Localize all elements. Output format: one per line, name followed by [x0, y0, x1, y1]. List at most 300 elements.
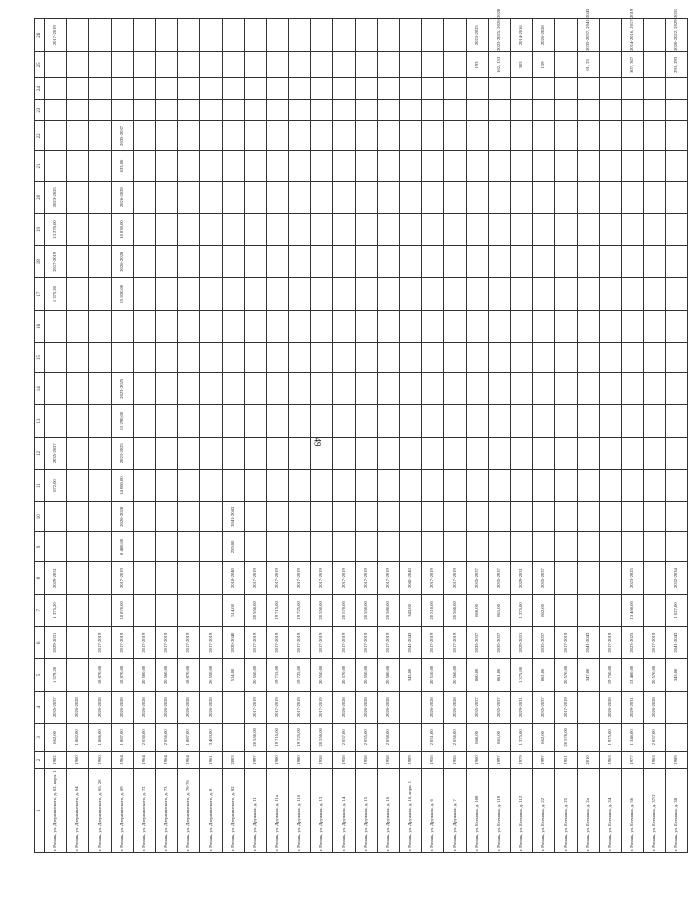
table-cell	[178, 342, 200, 372]
table-cell	[200, 99, 222, 121]
table-cell	[400, 19, 422, 52]
table-cell: 1977	[621, 751, 643, 768]
column-number-cell: 10	[35, 502, 45, 532]
table-cell	[400, 310, 422, 342]
table-cell: 2 058,00	[377, 723, 399, 751]
table-cell	[621, 99, 643, 121]
table-cell	[333, 310, 355, 342]
table-cell: 2 056,00	[155, 723, 177, 751]
table-cell	[644, 437, 666, 469]
table-cell	[244, 532, 266, 562]
table-cell: 861,00	[488, 659, 510, 691]
table-cell: 2026-2028	[89, 691, 111, 723]
table-cell	[178, 310, 200, 342]
table-cell	[111, 52, 133, 78]
table-cell	[355, 532, 377, 562]
table-cell	[289, 78, 311, 100]
table-cell	[311, 342, 333, 372]
table-cell	[355, 213, 377, 245]
table-cell	[377, 278, 399, 310]
table-cell	[67, 78, 89, 100]
table-cell	[599, 19, 621, 52]
table-row	[45, 19, 67, 853]
table-cell	[355, 310, 377, 342]
table-cell: 13 270,00	[45, 213, 67, 245]
address-cell: г. Рязань, ул. Дзержинского, д. 65, 2б	[89, 769, 111, 853]
table-cell	[466, 121, 488, 151]
table-cell	[621, 246, 643, 278]
table-cell: 2026-2028	[377, 691, 399, 723]
table-cell: 2017-2019	[89, 627, 111, 659]
table-cell: 2017-2019	[289, 627, 311, 659]
table-cell	[422, 121, 444, 151]
table-cell	[289, 121, 311, 151]
table-cell	[155, 594, 177, 626]
table-cell	[111, 99, 133, 121]
table-cell	[178, 594, 200, 626]
table-cell	[133, 19, 155, 52]
table-cell: 1960	[89, 751, 111, 768]
table-row	[644, 19, 666, 853]
address-cell: г. Рязань, ул. Дзержинского, д. 73	[155, 769, 177, 853]
table-cell	[644, 246, 666, 278]
table-cell	[510, 437, 532, 469]
table-cell	[488, 181, 510, 213]
table-cell	[244, 19, 266, 52]
table-cell: 159	[533, 52, 555, 78]
table-cell	[67, 99, 89, 121]
table-cell: 1958	[311, 751, 333, 768]
table-cell	[67, 310, 89, 342]
table-cell	[555, 502, 577, 532]
table-cell: 2023-2025	[621, 627, 643, 659]
table-cell: 1964	[155, 751, 177, 768]
table-cell	[621, 121, 643, 151]
column-number-cell: 23	[35, 99, 45, 121]
table-cell: 1989	[400, 751, 422, 768]
table-cell	[621, 373, 643, 405]
table-cell	[644, 373, 666, 405]
table-cell: 2041-2043	[400, 627, 422, 659]
table-cell	[333, 99, 355, 121]
table-cell	[355, 181, 377, 213]
table-cell: 19 725,00	[289, 659, 311, 691]
table-cell: 2026-2028	[444, 691, 466, 723]
address-cell: г. Рязань, ул. Дзержинского, д. 62, корп. 1	[45, 769, 67, 853]
column-number-cell: 1	[35, 769, 45, 853]
table-cell	[222, 469, 244, 501]
column-number-cell: 2	[35, 751, 45, 768]
table-cell	[89, 373, 111, 405]
table-cell	[577, 99, 599, 121]
table-cell: 19 750,00	[599, 659, 621, 691]
table-cell	[510, 342, 532, 372]
table-cell	[599, 469, 621, 501]
table-cell	[644, 52, 666, 78]
table-cell	[577, 278, 599, 310]
table-cell	[533, 373, 555, 405]
table-cell	[599, 594, 621, 626]
table-row	[311, 19, 333, 853]
table-cell	[311, 121, 333, 151]
page-number: 49	[312, 437, 323, 447]
table-cell	[444, 181, 466, 213]
table-cell	[644, 562, 666, 594]
table-cell: 1989	[666, 751, 688, 768]
table-cell	[311, 502, 333, 532]
column-number-cell: 4	[35, 691, 45, 723]
table-cell	[266, 78, 288, 100]
table-cell: 1958	[333, 751, 355, 768]
table-cell	[200, 594, 222, 626]
table-cell	[178, 181, 200, 213]
table-cell	[555, 562, 577, 594]
table-cell	[45, 373, 67, 405]
table-cell: 2026-2028	[155, 691, 177, 723]
table-cell: 193	[466, 52, 488, 78]
table-cell: 2035-2037	[488, 691, 510, 723]
table-cell: 1997	[244, 751, 266, 768]
column-number-cell: 21	[35, 151, 45, 181]
table-cell: 2017-2019	[555, 691, 577, 723]
table-cell: 2029-2031	[510, 562, 532, 594]
table-cell	[289, 19, 311, 52]
table-cell: 2017-2019	[644, 627, 666, 659]
table-cell	[533, 310, 555, 342]
table-cell	[488, 213, 510, 245]
table-cell: 633,00	[111, 151, 133, 181]
column-number-cell: 7	[35, 594, 45, 626]
table-cell: 2 055,00	[355, 723, 377, 751]
table-cell	[355, 121, 377, 151]
column-number-cell: 24	[35, 78, 45, 100]
column-number-cell: 5	[35, 659, 45, 691]
table-cell	[244, 151, 266, 181]
table-cell	[200, 502, 222, 532]
table-cell: 20 510,00	[422, 659, 444, 691]
table-cell	[533, 246, 555, 278]
table-cell	[377, 405, 399, 437]
table-row	[266, 19, 288, 853]
table-cell	[488, 342, 510, 372]
table-cell: 2026-2028	[355, 691, 377, 723]
table-cell	[533, 502, 555, 532]
table-cell	[599, 151, 621, 181]
table-cell	[444, 373, 466, 405]
table-cell: 1997	[533, 751, 555, 768]
table-cell: 2023-2025	[45, 181, 67, 213]
table-cell: 2023-2025	[466, 19, 488, 52]
address-cell: г. Рязань, ул. Есенина, д. 34	[599, 769, 621, 853]
table-cell: 1 375,00	[510, 723, 532, 751]
table-cell	[133, 502, 155, 532]
table-cell	[244, 213, 266, 245]
table-cell	[488, 278, 510, 310]
table-cell	[400, 373, 422, 405]
table-cell: 2014-2016, 2017-2019	[621, 19, 643, 52]
table-row	[111, 19, 133, 853]
table-cell: 1 887,00	[178, 723, 200, 751]
table-cell	[666, 78, 688, 100]
table-cell	[133, 278, 155, 310]
table-cell	[333, 405, 355, 437]
table-cell	[377, 246, 399, 278]
table-cell: 2029-2031	[45, 562, 67, 594]
table-cell	[67, 405, 89, 437]
table-row	[621, 19, 643, 853]
table-cell	[178, 437, 200, 469]
table-cell	[155, 278, 177, 310]
table-cell	[289, 502, 311, 532]
table-cell: 862,00	[45, 723, 67, 751]
column-number-cell: 9	[35, 532, 45, 562]
table-cell	[599, 405, 621, 437]
table-cell	[200, 52, 222, 78]
table-cell: 2003	[222, 751, 244, 768]
table-cell: 343,00	[400, 594, 422, 626]
table-cell	[533, 78, 555, 100]
table-cell	[133, 99, 155, 121]
table-cell: 1958	[377, 751, 399, 768]
table-cell: 8 400,00	[111, 532, 133, 562]
table-cell	[599, 121, 621, 151]
table-cell	[89, 181, 111, 213]
table-cell: 2029-2031	[45, 627, 67, 659]
table-cell	[400, 213, 422, 245]
table-cell	[266, 532, 288, 562]
table-cell	[244, 78, 266, 100]
table-cell	[133, 562, 155, 594]
table-cell	[200, 310, 222, 342]
table-cell	[155, 99, 177, 121]
table-cell	[644, 181, 666, 213]
table-cell	[533, 213, 555, 245]
table-cell	[621, 151, 643, 181]
table-cell	[533, 99, 555, 121]
address-cell: г. Рязань, ул. Дзержинского, д. 82	[222, 769, 244, 853]
table-cell	[222, 213, 244, 245]
table-cell	[333, 52, 355, 78]
table-cell	[488, 373, 510, 405]
table-cell	[266, 213, 288, 245]
table-cell: 20 580,00	[377, 594, 399, 626]
table-cell	[133, 405, 155, 437]
table-cell	[599, 78, 621, 100]
table-row	[355, 19, 377, 853]
table-cell	[111, 19, 133, 52]
table-cell: 2017-2019	[133, 627, 155, 659]
table-cell	[577, 213, 599, 245]
table-cell	[244, 373, 266, 405]
table-cell	[222, 99, 244, 121]
table-cell	[67, 121, 89, 151]
table-cell: 2026-2028	[599, 691, 621, 723]
address-cell: г. Рязань, ул. Дзержинского, д. 72	[133, 769, 155, 853]
table-cell	[488, 469, 510, 501]
table-cell	[244, 437, 266, 469]
address-cell: г. Рязань, ул. Дзержинского, д. 76-76	[178, 769, 200, 853]
table-cell: 2035-2037	[466, 627, 488, 659]
table-cell	[200, 373, 222, 405]
table-cell	[200, 246, 222, 278]
table-cell	[555, 19, 577, 52]
table-cell	[178, 502, 200, 532]
table-cell	[644, 310, 666, 342]
table-cell	[400, 437, 422, 469]
table-cell	[355, 373, 377, 405]
address-cell: г. Рязань, ул. Дзержинского, д. 69	[111, 769, 133, 853]
table-cell: 861,00	[488, 723, 510, 751]
table-cell	[67, 52, 89, 78]
table-cell: 2017-2019	[289, 562, 311, 594]
table-cell	[200, 151, 222, 181]
table-cell	[444, 502, 466, 532]
table-cell: 2017-2019	[289, 691, 311, 723]
address-cell: г. Рязань, ул. Дружная, д. 11б	[289, 769, 311, 853]
table-cell: 2017-2019	[555, 627, 577, 659]
table-cell	[444, 469, 466, 501]
table-cell: 20 570,00	[333, 594, 355, 626]
table-cell	[466, 373, 488, 405]
table-cell: 2035-2037	[488, 562, 510, 594]
table-cell	[200, 181, 222, 213]
table-cell: 2026-2028	[333, 691, 355, 723]
table-cell: 162, 153	[488, 52, 510, 78]
table-cell: 861,00	[488, 594, 510, 626]
table-cell	[644, 278, 666, 310]
repair-schedule-table	[34, 8, 688, 853]
table-cell	[510, 532, 532, 562]
table-cell: 2 050,00	[133, 723, 155, 751]
table-cell: 1 882,00	[67, 723, 89, 751]
table-cell: 1963	[599, 751, 621, 768]
table-cell	[644, 532, 666, 562]
table-cell	[222, 723, 244, 751]
table-cell	[444, 213, 466, 245]
table-cell	[466, 310, 488, 342]
table-cell: 293, 293	[666, 52, 688, 78]
table-cell: 2023-2025, 2026-2028	[488, 19, 510, 52]
table-cell	[333, 278, 355, 310]
table-cell	[222, 310, 244, 342]
address-cell: г. Рязань, ул. Есенина, д. 112	[510, 769, 532, 853]
table-cell: 2029-2031	[510, 627, 532, 659]
table-row	[89, 19, 111, 853]
table-cell: 1951	[555, 751, 577, 768]
table-cell	[266, 278, 288, 310]
table-cell	[155, 310, 177, 342]
table-row	[67, 19, 89, 853]
table-cell	[266, 52, 288, 78]
table-cell	[377, 19, 399, 52]
table-cell	[178, 52, 200, 78]
table-cell	[377, 373, 399, 405]
table-cell	[577, 723, 599, 751]
table-cell	[45, 52, 67, 78]
table-cell: 20 500,00	[133, 659, 155, 691]
table-cell	[510, 151, 532, 181]
table-cell: 2035-2037	[45, 437, 67, 469]
table-cell	[333, 532, 355, 562]
table-cell: 514,00	[222, 594, 244, 626]
address-cell: г. Рязань, ул. Есенина, д. 25	[555, 769, 577, 853]
table-cell	[155, 437, 177, 469]
table-cell	[422, 78, 444, 100]
table-cell	[67, 437, 89, 469]
table-cell	[488, 78, 510, 100]
table-cell	[444, 121, 466, 151]
table-cell	[533, 532, 555, 562]
table-cell	[377, 437, 399, 469]
table-cell	[67, 151, 89, 181]
table-cell	[555, 246, 577, 278]
table-cell: 2017-2019	[244, 627, 266, 659]
table-cell: 1 027,00	[666, 594, 688, 626]
table-cell	[311, 151, 333, 181]
table-cell	[266, 437, 288, 469]
table-cell	[644, 405, 666, 437]
table-cell	[621, 405, 643, 437]
table-cell	[289, 469, 311, 501]
table-cell	[555, 405, 577, 437]
table-cell	[599, 99, 621, 121]
table-cell	[178, 562, 200, 594]
table-cell	[67, 562, 89, 594]
table-cell	[222, 405, 244, 437]
table-cell	[400, 405, 422, 437]
table-cell	[200, 121, 222, 151]
table-cell	[311, 246, 333, 278]
table-cell	[333, 373, 355, 405]
table-cell	[244, 502, 266, 532]
table-cell	[555, 121, 577, 151]
table-cell	[621, 532, 643, 562]
table-cell	[89, 502, 111, 532]
table-cell	[377, 181, 399, 213]
table-cell	[311, 52, 333, 78]
table-cell	[377, 78, 399, 100]
table-cell: 2017-2019	[266, 627, 288, 659]
table-cell: 1 975,00	[599, 723, 621, 751]
table-cell	[333, 246, 355, 278]
table-cell	[67, 469, 89, 501]
table-cell	[178, 213, 200, 245]
table-cell	[289, 99, 311, 121]
table-cell	[200, 19, 222, 52]
table-cell: 2017-2019	[333, 627, 355, 659]
table-cell	[422, 52, 444, 78]
table-cell	[200, 213, 222, 245]
table-cell: 2017-2019	[244, 691, 266, 723]
table-cell	[444, 342, 466, 372]
table-cell	[45, 502, 67, 532]
column-number-cell: 6	[35, 627, 45, 659]
table-cell	[466, 99, 488, 121]
table-cell	[621, 437, 643, 469]
column-number-row	[35, 19, 45, 853]
table-row	[222, 19, 244, 853]
table-cell	[222, 78, 244, 100]
table-cell	[89, 99, 111, 121]
table-cell: 514,00	[222, 659, 244, 691]
table-cell: 2023-2025	[111, 373, 133, 405]
table-cell: 343,00	[666, 659, 688, 691]
table-cell	[89, 310, 111, 342]
table-cell	[333, 181, 355, 213]
table-cell: 20 550,00	[311, 723, 333, 751]
table-cell	[377, 213, 399, 245]
table-cell	[266, 405, 288, 437]
